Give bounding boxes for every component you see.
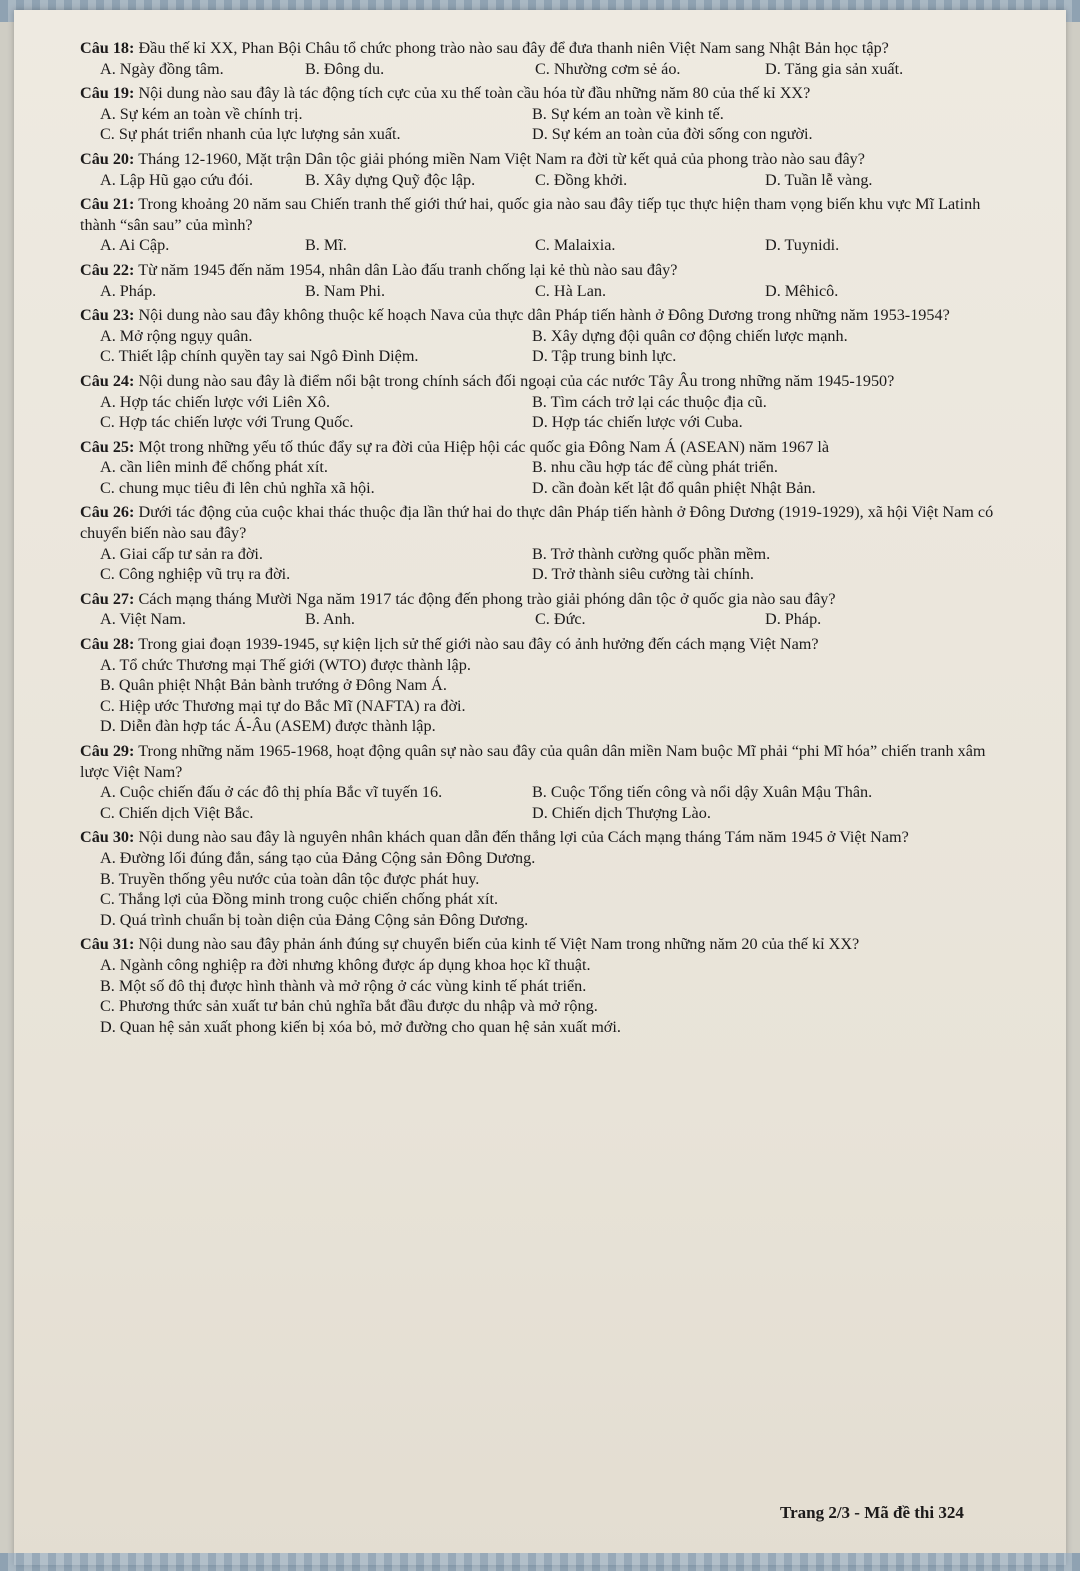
answer-option: C. Hà Lan. [535,281,607,300]
page-footer: Trang 2/3 - Mã đề thi 324 [780,1503,964,1522]
question-stem [80,38,1015,59]
question-21 [80,194,1015,256]
question-23 [80,305,1015,367]
question-text: Trong khoảng 20 năm sau Chiến tranh thế giới thứ hai, quốc gia nào sau đây tiếp tục thực hiện tham vọng biến khu vực Mĩ Latinh thành “sân sau” của mình? [80,195,981,234]
question-number: Câu 31: [80,935,135,954]
answer-option: A. Ngày đồng tâm. [100,59,224,78]
answer-option: B. Anh. [305,610,355,629]
answer-options [80,392,1015,433]
answer-option: D. Chiến dịch Thượng Lào. [532,803,711,822]
answer-option: A. Ai Cập. [100,236,170,255]
question-text: Một trong những yếu tố thúc đẩy sự ra đời của Hiệp hội các quốc gia Đông Nam Á (ASEAN) năm 1967 là [138,437,830,456]
question-text: Trong những năm 1965-1968, hoạt động quân sự nào sau đây của quân dân miền Nam buộc Mĩ phải “phi Mĩ hóa” chiến tranh xâm lược Việt Nam? [80,742,986,781]
question-31 [80,934,1015,1037]
answer-options [80,782,1015,823]
answer-option: A. Cuộc chiến đấu ở các đô thị phía Bắc vĩ tuyến 16. [100,783,443,802]
question-18 [80,38,1015,79]
answer-option: C. Thắng lợi của Đồng minh trong cuộc chiến chống phát xít. [100,890,499,909]
question-number: Câu 24: [80,371,135,390]
answer-option: C. Đức. [535,610,586,629]
question-19 [80,83,1015,145]
answer-option: D. Tuần lễ vàng. [765,170,873,189]
answer-options [80,655,1015,737]
question-text: Nội dung nào sau đây là tác động tích cực của xu thế toàn cầu hóa từ đầu những năm 80 của thế kỉ XX? [138,84,811,103]
question-22 [80,260,1015,301]
question-number: Câu 28: [80,635,135,654]
question-stem [80,371,1015,392]
answer-options [80,326,1015,367]
answer-option: B. nhu cầu hợp tác để cùng phát triển. [532,458,778,477]
question-stem [80,634,1015,655]
answer-option: B. Trở thành cường quốc phần mềm. [532,544,771,563]
answer-option: B. Nam Phi. [305,281,386,300]
answer-option: B. Xây dựng đội quân cơ động chiến lược mạnh. [532,326,848,345]
answer-options [80,59,1015,80]
answer-option: D. Pháp. [765,610,822,629]
question-list [80,38,1015,1041]
answer-option: D. Quan hệ sản xuất phong kiến bị xóa bỏ, mở đường cho quan hệ sản xuất mới. [100,1017,621,1036]
answer-option: A. Giai cấp tư sản ra đời. [100,544,263,563]
question-stem [80,260,1015,281]
question-stem [80,741,1015,782]
question-28 [80,634,1015,737]
question-number: Câu 30: [80,828,135,847]
question-stem [80,934,1015,955]
answer-option: A. Tổ chức Thương mại Thế giới (WTO) được thành lập. [100,655,471,674]
answer-option: C. Hiệp ước Thương mại tự do Bắc Mĩ (NAFTA) ra đời. [100,696,466,715]
question-stem [80,437,1015,458]
answer-option: D. Tuynidi. [765,236,840,255]
answer-option: B. Mĩ. [305,236,347,255]
answer-option: A. Việt Nam. [100,610,186,629]
answer-option: D. Sự kém an toàn của đời sống con người. [532,125,813,144]
answer-option: B. Sự kém an toàn về kinh tế. [532,104,724,123]
answer-option: D. Hợp tác chiến lược với Cuba. [532,413,743,432]
answer-option: B. Xây dựng Quỹ độc lập. [305,170,476,189]
answer-option: D. Mêhicô. [765,281,839,300]
question-number: Câu 26: [80,503,135,522]
question-number: Câu 23: [80,306,135,325]
answer-option: B. Truyền thống yêu nước của toàn dân tộc được phát huy. [100,869,480,888]
answer-options [80,955,1015,1037]
question-stem [80,194,1015,235]
answer-option: C. Phương thức sản xuất tư bản chủ nghĩa bắt đầu được du nhập và mở rộng. [100,997,598,1016]
question-25 [80,437,1015,499]
background-band-bottom [0,1553,1080,1571]
answer-option: C. Hợp tác chiến lược với Trung Quốc. [100,413,354,432]
question-text: Nội dung nào sau đây là điểm nổi bật trong chính sách đối ngoại của các nước Tây Âu trong những năm 1945-1950? [138,371,895,390]
answer-option: D. Tập trung binh lực. [532,347,677,366]
answer-option: C. Sự phát triển nhanh của lực lượng sản xuất. [100,125,401,144]
question-number: Câu 25: [80,437,135,456]
question-26 [80,502,1015,584]
question-stem [80,305,1015,326]
answer-option: A. Hợp tác chiến lược với Liên Xô. [100,392,330,411]
answer-option: A. Sự kém an toàn về chính trị. [100,104,303,123]
answer-option: A. Mở rộng ngụy quân. [100,326,253,345]
question-29 [80,741,1015,823]
answer-options [80,281,1015,302]
question-number: Câu 22: [80,260,135,279]
answer-option: B. Quân phiệt Nhật Bản bành trướng ở Đông Nam Á. [100,676,447,695]
question-text: Nội dung nào sau đây là nguyên nhân khách quan dẫn đến thắng lợi của Cách mạng tháng Tám năm 1945 ở Việt Nam? [138,828,909,847]
question-text: Trong giai đoạn 1939-1945, sự kiện lịch sử thế giới nào sau đây có ảnh hưởng đến cách mạng Việt Nam? [138,635,819,654]
answer-option: D. Quá trình chuẩn bị toàn diện của Đảng Cộng sản Đông Dương. [100,910,529,929]
question-text: Cách mạng tháng Mười Nga năm 1917 tác động đến phong trào giải phóng dân tộc ở quốc gia nào sau đây? [138,589,836,608]
question-stem [80,83,1015,104]
answer-option: A. Pháp. [100,281,157,300]
answer-option: A. cần liên minh để chống phát xít. [100,458,328,477]
question-stem [80,827,1015,848]
answer-option: A. Ngành công nghiệp ra đời nhưng không được áp dụng khoa học kĩ thuật. [100,955,591,974]
answer-options [80,544,1015,585]
question-27 [80,589,1015,630]
question-number: Câu 27: [80,589,135,608]
question-20 [80,149,1015,190]
answer-option: D. Tăng gia sản xuất. [765,59,904,78]
answer-option: C. chung mục tiêu đi lên chủ nghĩa xã hội. [100,478,375,497]
answer-option: D. Trở thành siêu cường tài chính. [532,565,754,584]
question-text: Dưới tác động của cuộc khai thác thuộc địa lần thứ hai do thực dân Pháp tiến hành ở Đông Dương (1919-1929), xã hội Việt Nam có chuyển biến nào sau đây? [80,503,994,543]
answer-options [80,235,1015,256]
question-stem [80,149,1015,170]
answer-option: C. Malaixia. [535,236,616,255]
question-number: Câu 21: [80,195,135,214]
question-30 [80,827,1015,930]
question-text: Nội dung nào sau đây không thuộc kế hoạch Nava của thực dân Pháp tiến hành ở Đông Dương trong những năm 1953-1954? [138,306,950,325]
question-text: Đầu thế kỉ XX, Phan Bội Châu tổ chức phong trào nào sau đây để đưa thanh niên Việt Nam sang Nhật Bản học tập? [138,39,889,57]
question-number: Câu 20: [80,149,135,168]
answer-option: C. Thiết lập chính quyền tay sai Ngô Đình Diệm. [100,347,419,366]
answer-option: C. Nhường cơm sẻ áo. [535,59,681,78]
answer-options [80,609,1015,630]
answer-option: B. Đông du. [305,59,385,78]
question-text: Từ năm 1945 đến năm 1954, nhân dân Lào đấu tranh chống lại kẻ thù nào sau đây? [138,260,678,279]
answer-option: C. Công nghiệp vũ trụ ra đời. [100,565,291,584]
question-24 [80,371,1015,433]
question-stem [80,589,1015,610]
answer-options [80,457,1015,498]
answer-option: D. Diễn đàn hợp tác Á-Âu (ASEM) được thành lập. [100,717,436,736]
answer-option: D. cần đoàn kết lật đổ quân phiệt Nhật Bản. [532,478,816,497]
answer-option: A. Đường lối đúng đắn, sáng tạo của Đảng Cộng sản Đông Dương. [100,848,536,867]
answer-option: B. Tìm cách trở lại các thuộc địa cũ. [532,392,767,411]
question-number: Câu 29: [80,742,135,760]
question-text: Nội dung nào sau đây phản ánh đúng sự chuyển biến của kinh tế Việt Nam trong những năm 20 của thế kỉ XX? [138,935,860,954]
question-stem [80,502,1015,543]
question-text: Tháng 12-1960, Mặt trận Dân tộc giải phóng miền Nam Việt Nam ra đời từ kết quả của phong trào nào sau đây? [138,149,865,168]
answer-options [80,848,1015,930]
answer-option: A. Lập Hũ gạo cứu đói. [100,170,254,189]
question-number: Câu 18: [80,39,135,57]
answer-option: B. Một số đô thị được hình thành và mở rộng ở các vùng kinh tế phát triển. [100,976,587,995]
answer-option: C. Chiến dịch Việt Bắc. [100,803,254,822]
answer-options [80,170,1015,191]
answer-option: B. Cuộc Tổng tiến công và nổi dậy Xuân Mậu Thân. [532,783,873,802]
answer-option: C. Đồng khởi. [535,170,628,189]
question-number: Câu 19: [80,84,135,103]
answer-options [80,104,1015,145]
